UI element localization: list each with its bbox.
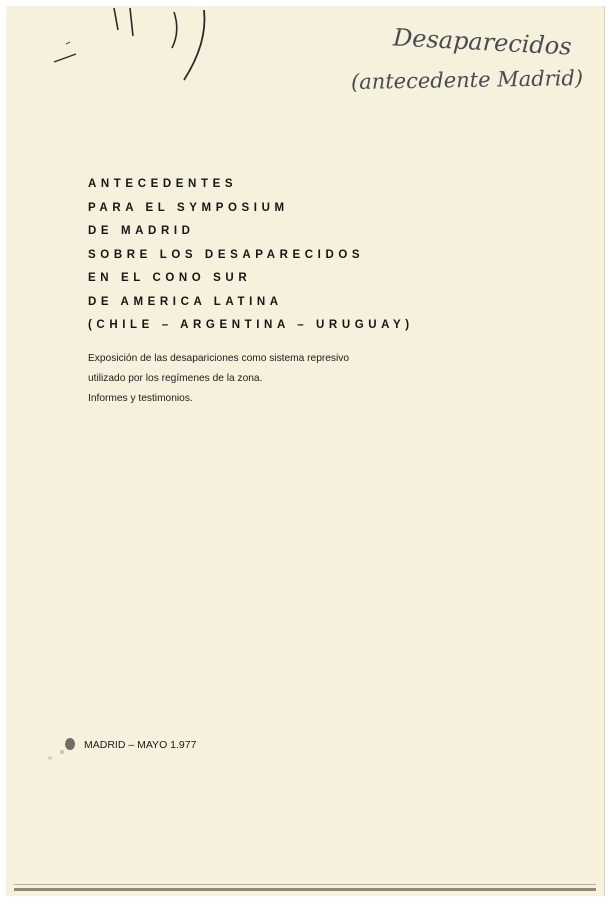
subtitle-line: Informes y testimonios. — [88, 393, 193, 404]
handwritten-note-line-2: (antecedente Madrid) — [350, 65, 584, 95]
handwritten-note-line-1: Desaparecidos — [392, 23, 573, 61]
subtitle-line: utilizado por los regímenes de la zona. — [88, 373, 263, 384]
document-page — [6, 6, 605, 896]
page-bottom-edge — [14, 888, 596, 891]
pen-mark-top-left — [6, 6, 226, 96]
handwritten-note — [341, 18, 601, 128]
title-line: EN EL CONO SUR — [88, 272, 252, 284]
title-line: DE AMERICA LATINA — [88, 295, 283, 308]
title-line: PARA EL SYMPOSIUM — [88, 201, 289, 214]
subtitle-line: Exposición de las desapariciones como sistema represivo — [88, 353, 350, 364]
document-footer: MADRID – MAYO 1.977 — [84, 739, 197, 751]
document-subtitle — [88, 349, 349, 409]
ink-stain — [36, 724, 86, 774]
title-line: DE MADRID — [88, 225, 195, 237]
title-line: ANTECEDENTES — [88, 178, 238, 190]
title-line: SOBRE LOS DESAPARECIDOS — [88, 248, 365, 261]
title-line: (CHILE – ARGENTINA – URUGUAY) — [88, 319, 414, 331]
page-edge-line — [14, 884, 596, 885]
document-title — [88, 173, 414, 338]
